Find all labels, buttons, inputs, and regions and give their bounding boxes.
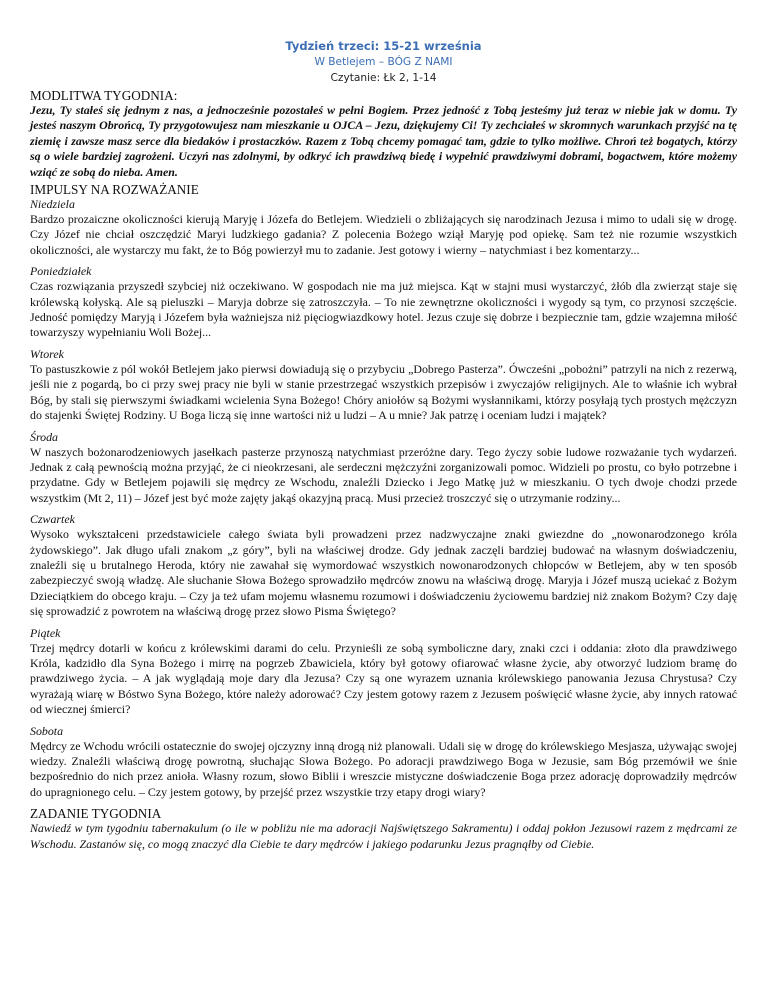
day-name: Piątek — [30, 625, 61, 640]
task-heading: ZADANIE TYGODNIA — [30, 806, 162, 822]
day-name: Niedziela — [30, 197, 75, 212]
day-block-friday — [30, 626, 737, 718]
impulses-heading: IMPULSY NA ROZWAŻANIE — [30, 182, 199, 198]
day-text: Bardzo prozaiczne okoliczności kierują Maryję i Józefa do Betlejem. Wiedzieli o zbliżających się narodzinach Jezusa i mimo to udali się w drogę. Czy Józef nie chciał oszczędzić Maryi ludzkiego gadania? Z polecenia Bożego wziął Maryję pod opiekę. Sam też nie rozumie wszystkich okoliczności, ale wystarczy mu fakt, że to Bóg powierzył mu to zadanie. Jest gotowy i wierny – natychmiast i bez komentarzy... — [30, 212, 737, 257]
day-text: Trzej mędrcy dotarli w końcu z królewskimi darami do celu. Przynieśli ze sobą symboliczne dary, znaki czci i oddania: złoto dla prawdziwego Króla, kadzidło dla Syna Bożego i mirrę na pogrzeb Zbawiciela, który był gotowy ofiarować własne życie, aby otworzyć ludziom bramę do prawdziwego życia. – A jak wyglądają moje dary dla Jezusa? Czy są one wyrazem uznania królewskiego panowania Jezusa Chrystusa? Czy wyrażają wiarę w Bóstwo Syna Bożego, które należy adorować? Czy jestem gotowy razem z Jezusem poświęcić własne życie, aby innych ratować od wiecznej śmierci? — [30, 640, 737, 717]
task-text: Nawiedź w tym tygodniu tabernakulum (o ile w pobliżu nie ma adoracji Najświętszego Sakramentu) i oddaj pokłon Jezusowi razem z mędrcami ze Wschodu. Zastanów się, co mogą znaczyć dla Ciebie te dary mędrców i jakiego podarunku Jezus pragnąłby od Ciebie. — [30, 821, 737, 851]
day-text: Mędrcy ze Wchodu wrócili ostatecznie do swojej ojczyzny inną drogą niż planowali. Udali się w drogę do królewskiego Mesjasza, używając swojej wiedzy. Znaleźli właściwą drogę powrotną, słuchając Słowa Bożego. Po adoracji prawdziwego Boga w Jezusie, sam Bóg przemówił we śnie bezpośrednio do nich przez anioła. Własny rozum, słowo Biblii i wreszcie mistyczne doświadczenie Boga przez adorację doprowadziły mędrców do upragnionego celu. – Czy jestem gotowy, by przejść przez wszystkie trzy etapy drogi wiary? — [30, 738, 737, 799]
day-block-sunday — [30, 197, 737, 258]
prayer-text: Jezu, Ty stałeś się jednym z nas, a jednocześnie pozostałeś w pełni Bogiem. Przez jedność z Tobą jesteśmy już teraz w niebie jak w domu. Ty jesteś naszym Obrońcą, Ty przygotowujesz nam mieszkanie u OJCA – Jezu, dziękujemy Ci! Ty zechciałeś w skromnych warunkach przyjść na tę ziemię i zawsze masz serce dla biedaków i prostaczków. Razem z Tobą chcemy pomagać tam, gdzie to tylko możliwe. Chroń też bogatych, którzy są o wiele bardziej zagrożeni. Uczyń nas zdolnymi, by odkryć ich prawdziwą biedę i wypełnić prawdziwymi dobrami, bogactwem, które możemy wziąć ze sobą do nieba. Amen. — [30, 103, 737, 179]
day-name: Środa — [30, 429, 58, 444]
week-title: Tydzień trzeci: 15-21 września — [285, 39, 482, 53]
day-name: Poniedziałek — [30, 264, 92, 279]
day-text: Czas rozwiązania przyszedł szybciej niż oczekiwano. W gospodach nie ma już miejsca. Kąt w stajni musi wystarczyć, żłób dla zwierząt staje się królewską kołyską. Ale są pieluszki – Maryja dobrze się zatroszczyła. – To nie zewnętrzne okoliczności i wygody są tym, co przynosi szczęście. Jedność pomiędzy Maryją i Józefem była ważniejsza niż pięciogwiazdkowy hotel. Jezus czuje się dobrze i bezpiecznie tam, gdzie wzajemna miłość towarzyszy wypełnianiu Woli Bożej... — [30, 279, 737, 340]
day-text: Wysoko wykształceni przedstawiciele całego świata byli prowadzeni przez nadzwyczajne znaki gwiezdne do „nowonarodzonego króla żydowskiego”. Jak długo ufali znakom „z góry”, byli na właściwej drodze. Gdy jednak zaczęli bardziej budować na własnym doświadczeniu, znaleźli się u brutalnego Heroda, który nie zawahał się wymordować wszystkich nowonarodzonych chłopców w Betlejem, aby w ten sposób zabezpieczyć swoją władzę. Ale słuchanie Słowa Bożego sprowadziło mędrców znowu na właściwą drogę. Maryja i Józef muszą uciekać z Bożym Dzieciątkiem do obcego kraju. – Czy ja też ufam mojemu własnemu rozumowi i doświadczeniu życiowemu bardziej niż znakom Bożym? Czy daję się sprowadzić z powrotem na właściwą drogę przez słowo Pisma Świętego? — [30, 527, 737, 619]
prayer-heading: MODLITWA TYGODNIA: — [30, 88, 178, 103]
day-block-saturday — [30, 724, 737, 801]
document-page — [30, 0, 737, 852]
day-name: Wtorek — [30, 346, 64, 361]
day-block-thursday — [30, 512, 737, 619]
day-text: To pastuszkowie z pól wokół Betlejem jako pierwsi dowiadują się o przybyciu „Dobrego Pasterza”. Ówcześni „pobożni” patrzyli na nich z rezerwą, jeśli nie z pogardą, bo ci przy swej pracy nie byli w stanie przestrzegać wszystkich przepisów i zwyczajów religijnych. Ale to właśnie ich wybrał Bóg, by stali się pierwszymi świadkami wcielenia Syna Bożego! Chóry aniołów są Bożymi wysłannikami, którzy posyłają tych prostych mężczyzn do stajenki Świętej Rodziny. U Boga liczą się inne wartości niż u ludzi – A u mnie? Jak patrzę i oceniam ludzi i majątek? — [30, 361, 737, 423]
day-block-monday — [30, 264, 737, 341]
week-subtitle: W Betlejem – BÓG Z NAMI — [314, 56, 453, 68]
task-block — [30, 806, 737, 852]
reading-reference: Czytanie: Łk 2, 1-14 — [330, 72, 437, 84]
day-block-wednesday — [30, 430, 737, 507]
day-text: W naszych bożonarodzeniowych jasełkach pasterze przynoszą natychmiast przeróżne dary. Tego życzy sobie ludowe rozważanie tych wydarzeń. Jednak z całą pewnością można przyjąć, że ci nieokrzesani, ale serdeczni mężczyźni zorganizowali pomoc. Widzieli po prostu, co było potrzebne i przydatne. Gdy w Betlejem pojawili się mędrcy ze Wschodu, znaleźli Dziecko i Jego Matkę już w mieszkaniu. O tych dwoje chodzi przede wszystkim (Mt 2, 11) – Józef jest być może zajęty jakąś okazyjną pracą. Musi przecież troszczyć się o utrzymanie rodziny... — [30, 444, 737, 505]
day-block-tuesday — [30, 347, 737, 424]
document-header — [30, 0, 737, 86]
day-name: Sobota — [30, 723, 64, 738]
day-name: Czwartek — [30, 512, 75, 527]
